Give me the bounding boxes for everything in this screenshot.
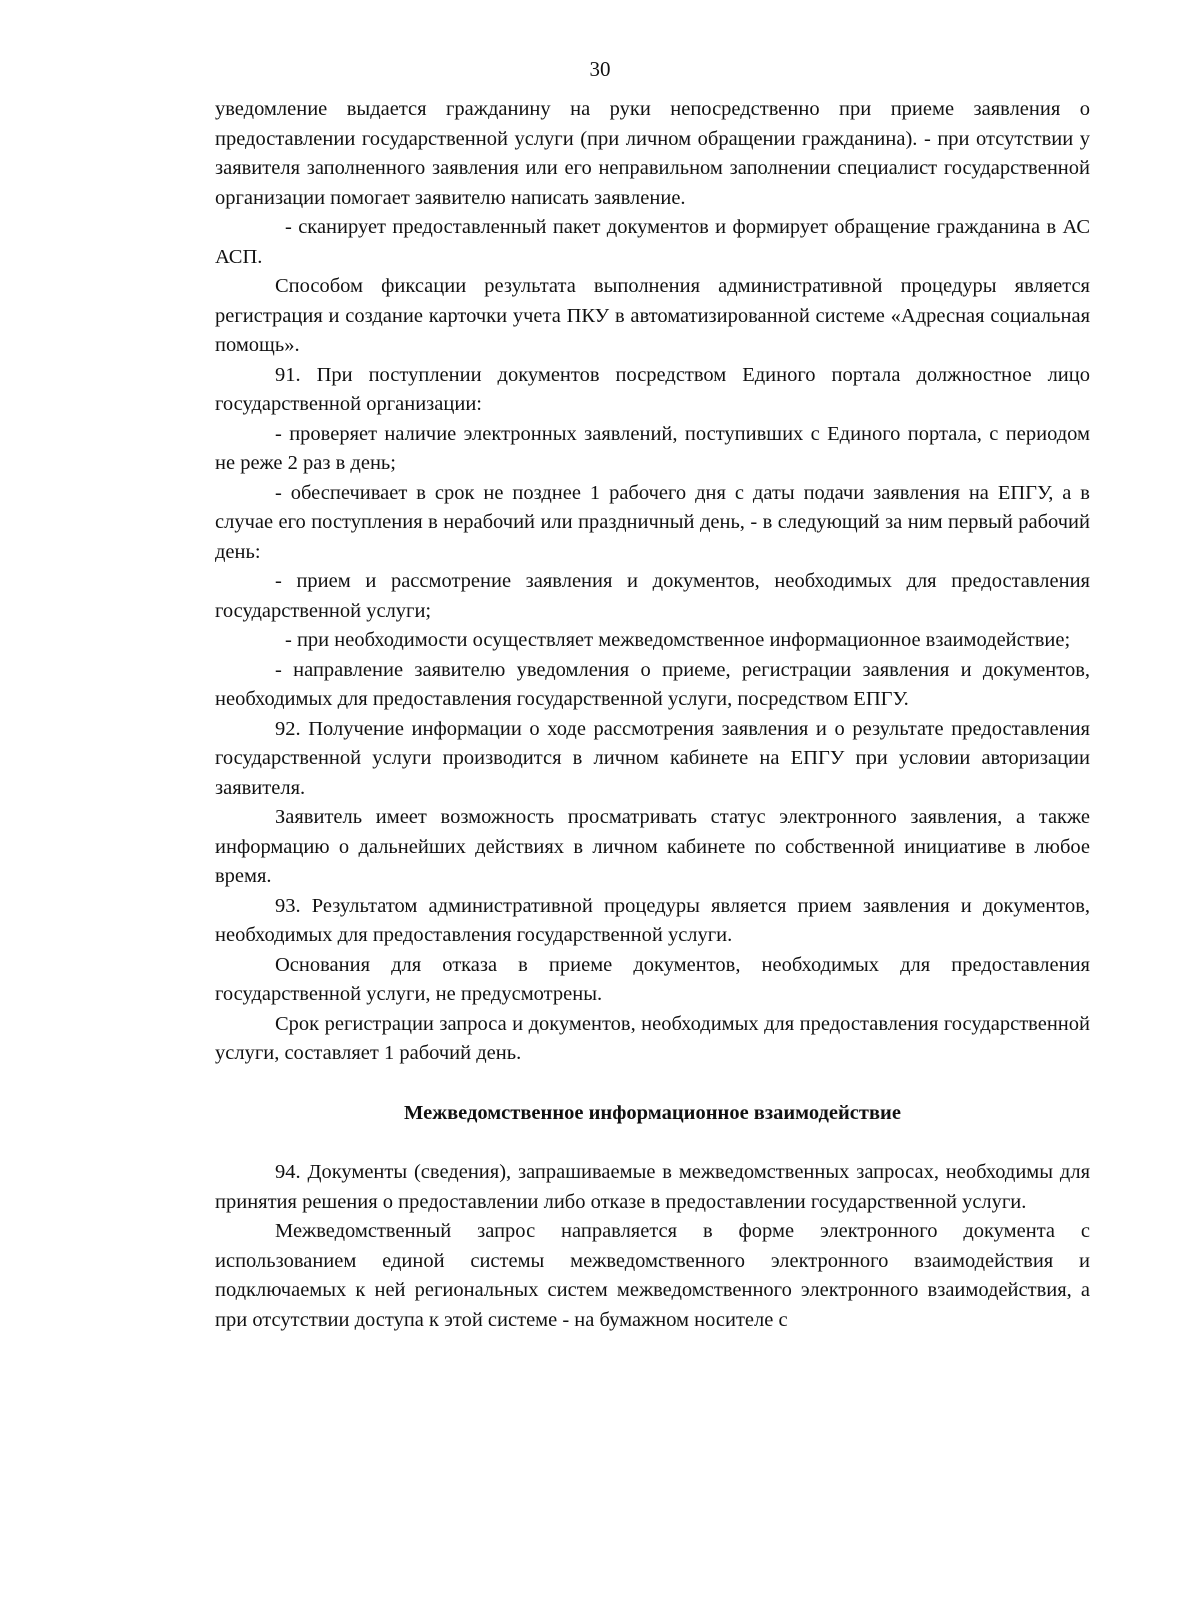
paragraph-continuation: уведомление выдается гражданину на руки непосредственно при приеме заявления о предоставлении государственной услуги (при личном обращении гражданина). - при отсутствии у заявителя заполненного заявления или его неправильном заполнении специалист государственной организации помогает заявителю написать заявление. <box>215 98 1090 209</box>
paragraph-interagency-request: Межведомственный запрос направляется в форме электронного документа с использованием единой системы межведомственного электронного взаимодействия и подключаемых к ней региональных систем межведомственного электронного взаимодействия, а при отсутствии доступа к этой системе - на бумажном носителе с <box>215 1220 1090 1331</box>
paragraph-ensure-deadline: - обеспечивает в срок не позднее 1 рабочего дня с даты подачи заявления на ЕПГУ, а в случае его поступления в нерабочий или праздничный день, - в следующий за ним первый рабочий день: <box>215 481 1090 563</box>
paragraph-receive-review: - прием и рассмотрение заявления и документов, необходимых для предоставления государственной услуги; <box>215 570 1090 622</box>
section-heading: Межведомственное информационное взаимодействие <box>404 1101 901 1124</box>
document-body <box>215 95 1090 1335</box>
page-number: 30 <box>589 57 611 81</box>
paragraph-94: 94. Документы (сведения), запрашиваемые в межведомственных запросах, необходимы для принятия решения о предоставлении либо отказе в предоставлении государственной услуги. <box>215 1161 1090 1213</box>
paragraph-92: 92. Получение информации о ходе рассмотрения заявления и о результате предоставления государственной услуги производится в личном кабинете на ЕПГУ при условии авторизации заявителя. <box>215 717 1090 799</box>
paragraph-check-applications: - проверяет наличие электронных заявлений, поступивших с Единого портала, с периодом не реже 2 раз в день; <box>215 422 1090 474</box>
paragraph-refusal-grounds: Основания для отказа в приеме документов, необходимых для предоставления государственной услуги, не предусмотрены. <box>215 953 1090 1005</box>
paragraph-93: 93. Результатом административной процедуры является прием заявления и документов, необходимых для предоставления государственной услуги. <box>215 894 1090 946</box>
paragraph-registration-term: Срок регистрации запроса и документов, необходимых для предоставления государственной услуги, составляет 1 рабочий день. <box>215 1012 1090 1064</box>
paragraph-interagency-interaction: - при необходимости осуществляет межведомственное информационное взаимодействие; <box>285 629 1071 651</box>
paragraph-fixation-method: Способом фиксации результата выполнения административной процедуры является регистрация и создание карточки учета ПКУ в автоматизированной системе «Адресная социальная помощь». <box>215 275 1090 356</box>
paragraph-applicant-status: Заявитель имеет возможность просматривать статус электронного заявления, а также информацию о дальнейших действиях в личном кабинете по собственной инициативе в любое время. <box>215 806 1090 887</box>
paragraph-scan-documents: - сканирует предоставленный пакет документов и формирует обращение гражданина в АС АСП. <box>215 216 1090 268</box>
paragraph-91: 91. При поступлении документов посредством Единого портала должностное лицо государственной организации: <box>215 363 1090 415</box>
paragraph-send-notification: - направление заявителю уведомления о приеме, регистрации заявления и документов, необходимых для предоставления государственной услуги, посредством ЕПГУ. <box>215 658 1090 710</box>
